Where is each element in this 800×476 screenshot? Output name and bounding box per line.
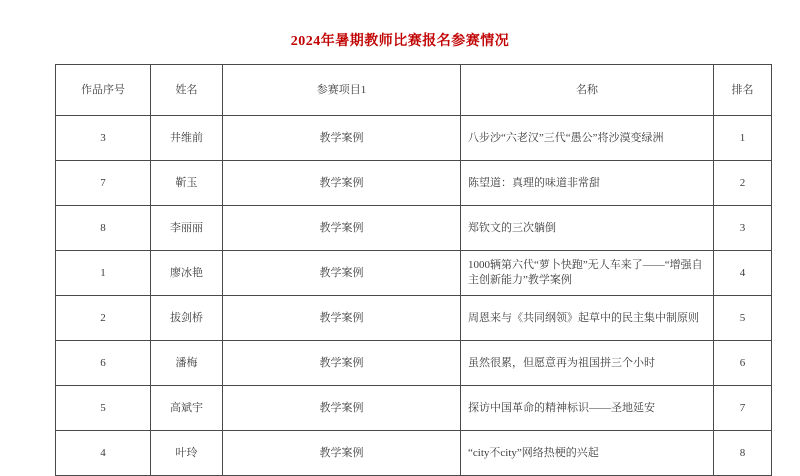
cell-name: 李丽丽	[151, 206, 223, 251]
cell-work-no: 5	[56, 386, 151, 431]
cell-title: 陈望道：真理的味道非常甜	[461, 161, 714, 206]
cell-name: 靳玉	[151, 161, 223, 206]
cell-name: 潘梅	[151, 341, 223, 386]
cell-work-no: 6	[56, 341, 151, 386]
cell-work-no: 2	[56, 296, 151, 341]
cell-entry-item: 教学案例	[223, 431, 461, 476]
cell-title: “city不city”网络热梗的兴起	[461, 431, 714, 476]
table-header-row	[56, 65, 772, 116]
cell-rank: 5	[714, 296, 772, 341]
cell-work-no: 3	[56, 116, 151, 161]
cell-entry-item: 教学案例	[223, 386, 461, 431]
cell-title: 虽然很累，但愿意再为祖国拼三个小时	[461, 341, 714, 386]
table-row	[56, 161, 772, 206]
cell-name: 高斌宇	[151, 386, 223, 431]
cell-rank: 7	[714, 386, 772, 431]
table-row	[56, 296, 772, 341]
table-row	[56, 251, 772, 296]
table-row	[56, 206, 772, 251]
cell-rank: 2	[714, 161, 772, 206]
cell-rank: 6	[714, 341, 772, 386]
cell-work-no: 8	[56, 206, 151, 251]
cell-entry-item: 教学案例	[223, 251, 461, 296]
cell-name: 井维前	[151, 116, 223, 161]
cell-entry-item: 教学案例	[223, 296, 461, 341]
cell-entry-item: 教学案例	[223, 206, 461, 251]
cell-rank: 4	[714, 251, 772, 296]
cell-entry-item: 教学案例	[223, 341, 461, 386]
report-table	[55, 64, 772, 476]
table-row	[56, 386, 772, 431]
cell-work-no: 4	[56, 431, 151, 476]
cell-title: 探访中国革命的精神标识——圣地延安	[461, 386, 714, 431]
cell-rank: 1	[714, 116, 772, 161]
table-row	[56, 431, 772, 476]
cell-title: 郑钦文的三次躺倒	[461, 206, 714, 251]
cell-title: 周恩来与《共同纲领》起草中的民主集中制原则	[461, 296, 714, 341]
cell-name: 叶玲	[151, 431, 223, 476]
cell-work-no: 1	[56, 251, 151, 296]
cell-work-no: 7	[56, 161, 151, 206]
column-header-entry-item: 参赛项目1	[223, 65, 461, 116]
column-header-work-no: 作品序号	[56, 65, 151, 116]
cell-name: 廖冰艳	[151, 251, 223, 296]
cell-title: 八步沙“六老汉”三代“愚公”将沙漠变绿洲	[461, 116, 714, 161]
cell-rank: 8	[714, 431, 772, 476]
document-title: 2024年暑期教师比赛报名参赛情况	[290, 34, 510, 49]
cell-title: 1000辆第六代“萝卜快跑”无人车来了——“增强自主创新能力”教学案例	[461, 251, 714, 296]
column-header-rank: 排名	[714, 65, 772, 116]
cell-rank: 3	[714, 206, 772, 251]
cell-name: 拔剑桥	[151, 296, 223, 341]
table-row	[56, 116, 772, 161]
column-header-title: 名称	[461, 65, 714, 116]
table-row	[56, 341, 772, 386]
column-header-name: 姓名	[151, 65, 223, 116]
cell-entry-item: 教学案例	[223, 116, 461, 161]
cell-entry-item: 教学案例	[223, 161, 461, 206]
